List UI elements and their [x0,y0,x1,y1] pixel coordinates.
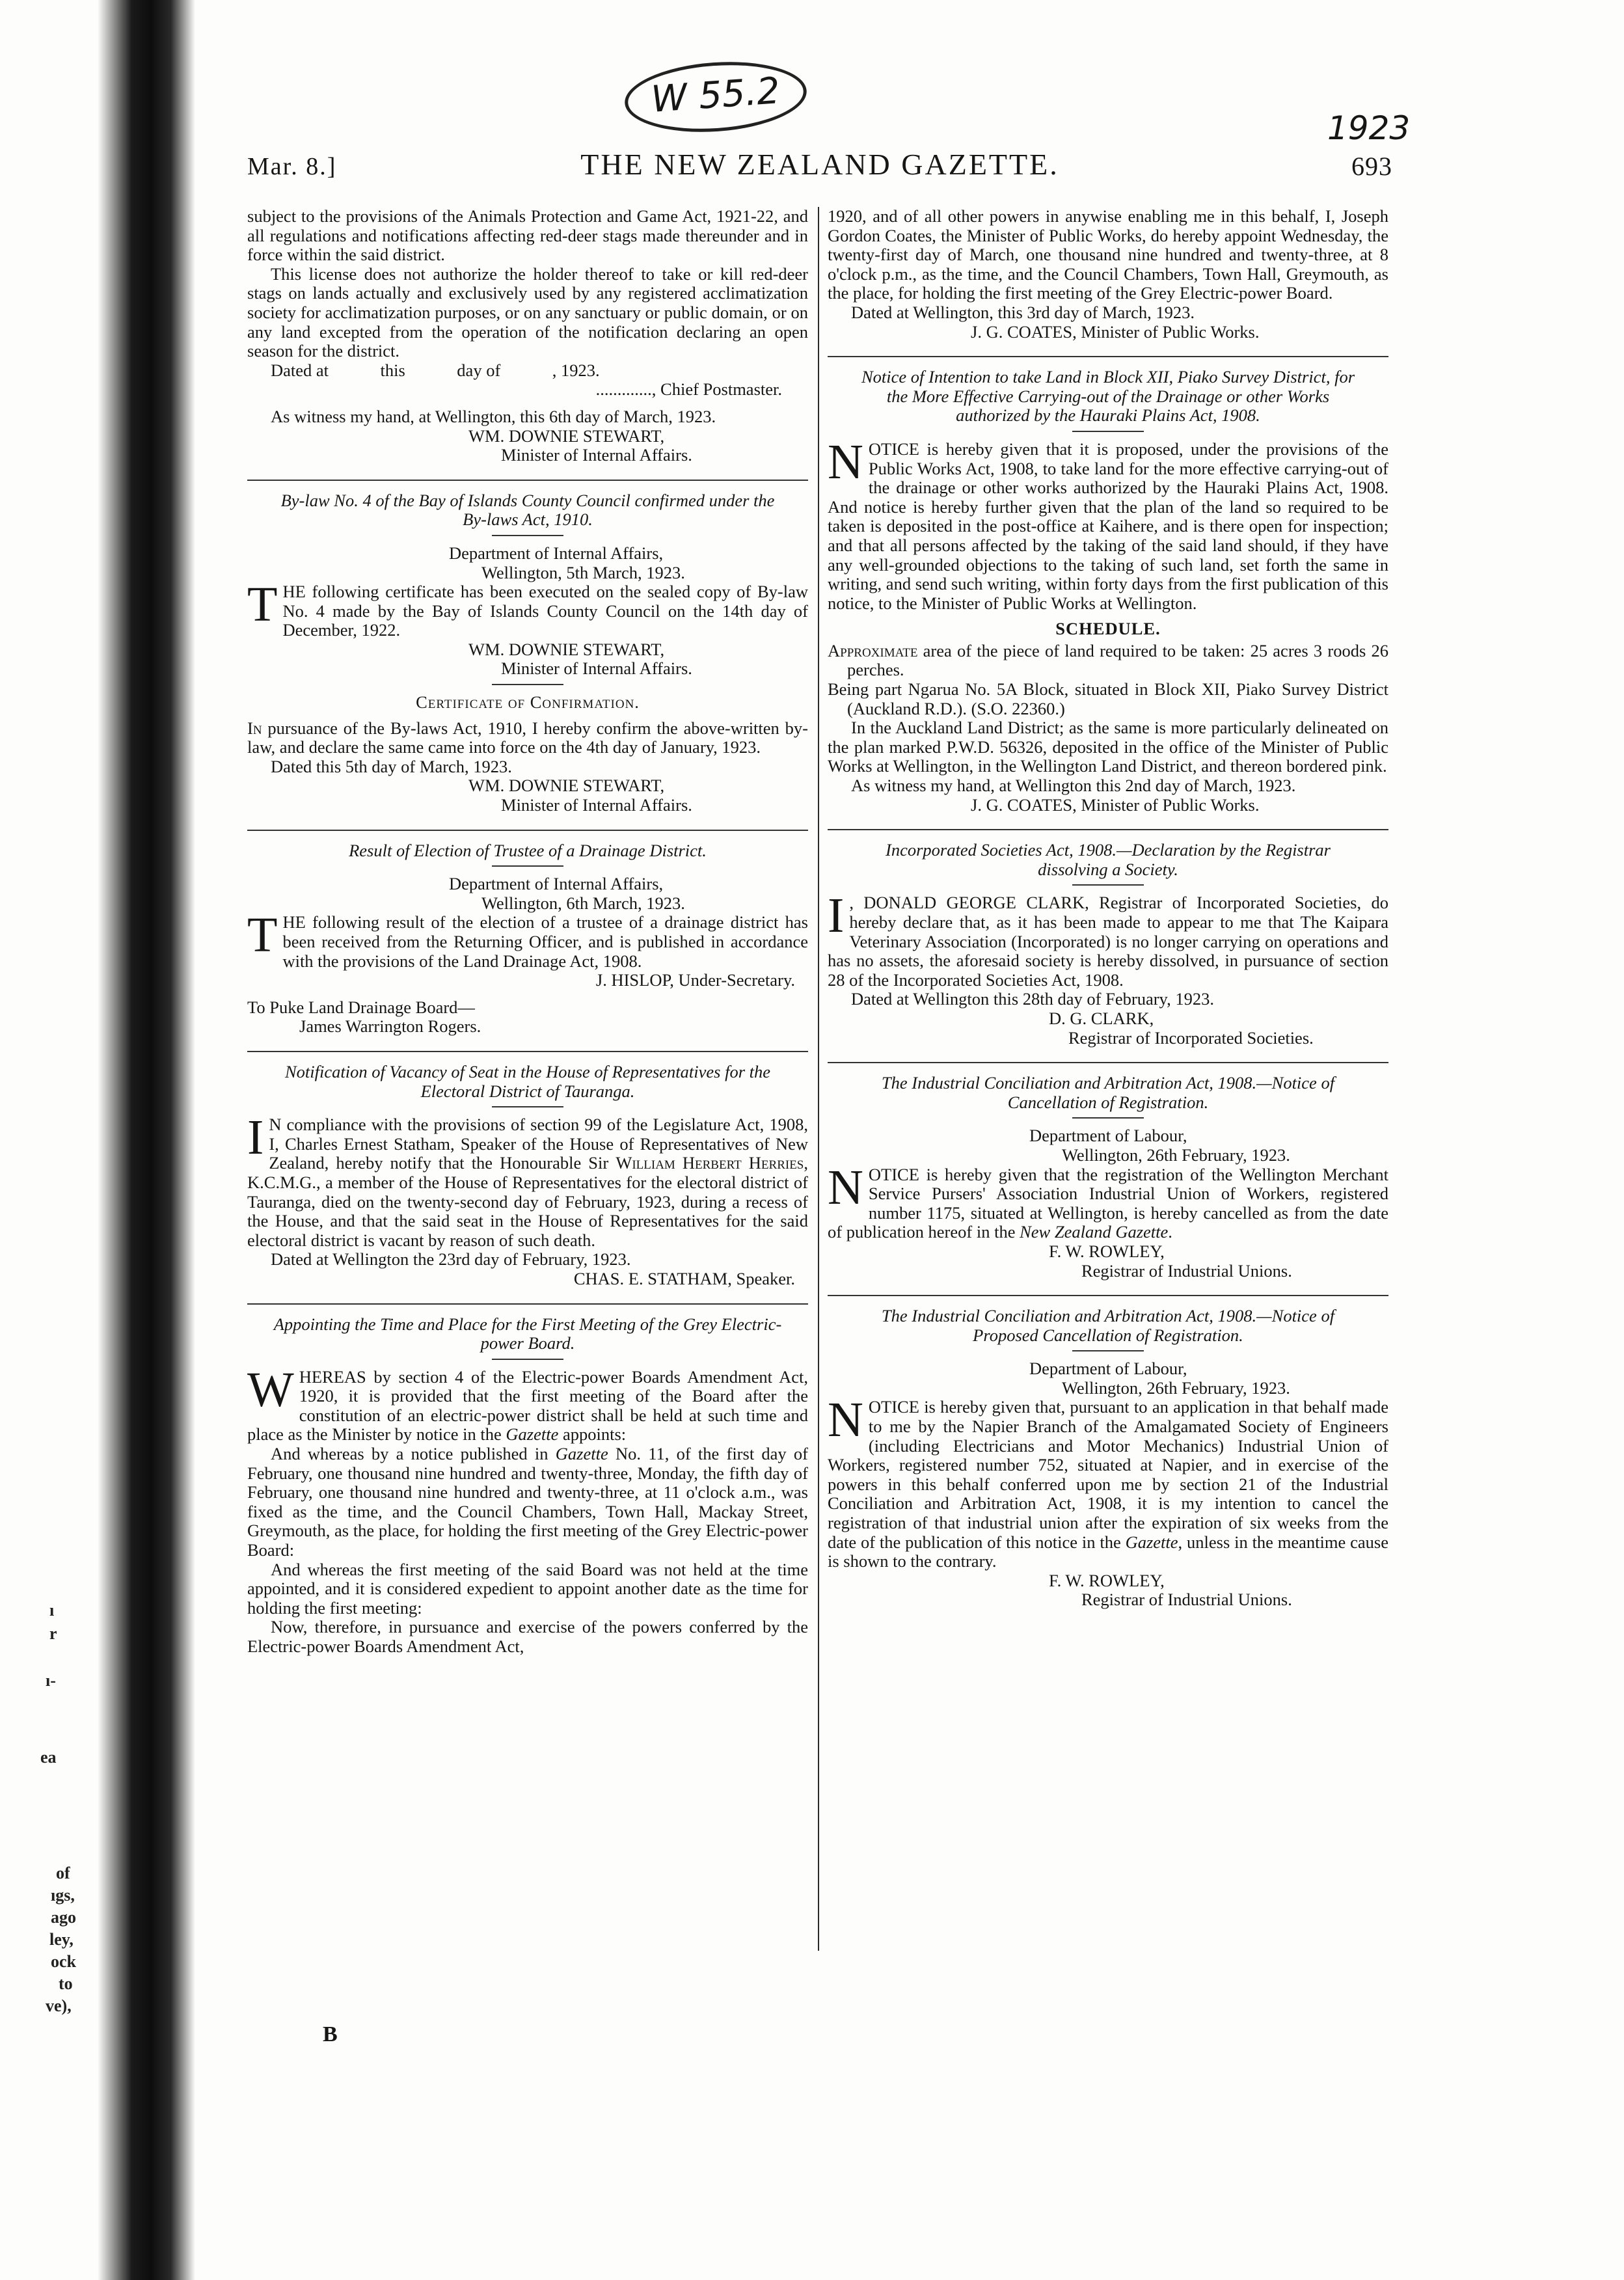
witness-line: As witness my hand, at Wellington this 2nd day of March, 1923. [851,776,1296,796]
stray-char: ı [49,1601,55,1620]
drop-cap: W [247,1362,294,1417]
proposed-cancellation-notice [828,1307,1388,1610]
signature: CHAS. E. STATHAM, Speaker. [573,1268,795,1288]
printer-signature-letter: B [323,2022,338,2046]
dated-line: Dated at Wellington, this 3rd day of March, 1923. [851,302,1195,322]
notice-title: The Industrial Conciliation and Arbitration Act, 1908.—Notice of Proposed Cancellation of Registration. [881,1306,1335,1345]
signature-name: D. G. CLARK, [1049,1008,1154,1028]
section-separator [247,1051,808,1052]
stray-char: ea [40,1748,57,1767]
short-rule [492,1359,563,1360]
department-date: Wellington, 5th March, 1923. [481,562,685,582]
vacancy-notice [247,1063,808,1289]
handwritten-year: 1923 [1327,109,1411,147]
signature-title: Minister of Internal Affairs. [501,658,692,679]
short-rule [1072,1117,1144,1119]
body-text: area of the piece of land required to be taken: 25 acres 3 roods 26 perches. [847,640,1388,680]
dated-line: Dated this 5th day of March, 1923. [271,756,512,776]
signature-name: WM. DOWNIE STEWART, [468,776,665,796]
body-text: , DONALD GEORGE CLARK, Registrar of Incorporated Societies, do hereby declare that, as it has been made to appear to me that The Kaipara Veterinary Association (Incorporated) is no longer carrying on operations and has no assets, the aforesaid society is hereby dissolved, in pursuance of section 28 of the Incorporated Societies Act, 1908. [828,893,1388,990]
column-divider [818,207,819,1951]
drop-cap: I [247,1110,264,1165]
body-text: OTICE is hereby given that, pursuant to an application in that behalf made to me by the Napier Branch of the Amalgamated Society of Engineers (including Electricians and Motor Mechanics) Industrial Union of Workers, registered number 752, situated at Napier, and in exercise of the powers in this behalf conferred upon me by section 21 of the Industrial Conciliation and Arbitration Act, 1908, it is my intention to cancel the registration of that industrial union after the expiration of six weeks from the date of the publication of this notice in the [828,1397,1388,1552]
page-number: 693 [1351,152,1392,181]
section-separator [828,829,1388,830]
header-date: Mar. 8.] [247,153,337,180]
stray-char: of [56,1864,70,1882]
short-rule [492,1106,563,1107]
body-text: And whereas the first meeting of the said Board was not held at the time appointed, and it is considered expedient to appoint another date as the time for holding the first meeting: [247,1559,808,1618]
signature: J. G. COATES, Minister of Public Works. [971,794,1260,815]
handwritten-reference-mark: W 55.2 [623,56,809,137]
witness-line: As witness my hand, at Wellington, this 6th day of March, 1923. [271,406,716,426]
body-text: And whereas by a notice published in [271,1444,556,1464]
signature-name: F. W. ROWLEY, [1049,1570,1165,1590]
stray-char: ock [51,1952,76,1971]
short-rule [492,684,563,685]
stray-char: r [49,1624,57,1643]
drop-cap: I [828,888,845,943]
body-text: OTICE is hereby given that it is proposed, under the provisions of the Public Works Act, 1908, to take land for the more effective carrying-out of the drainage or other works authorized by the Hauraki Plains Act, 1908. And notice is hereby further given that the plan of the land so required to be taken is deposited in the post-office at Kaihere, and is there open for inspection; and that all persons affected by the taking of the said land should, if they have any well-grounded objections to the taking of such land, set forth the same in writing, and send such writing, within forty days from the first publication of this notice, to the Minister of Public Works at Wellington. [828,439,1388,613]
right-column [828,207,1388,1610]
body-text: Now, therefore, in pursuance and exercise of the powers conferred by the Electric-power Boards Amendment Act, [247,1617,808,1656]
body-text: N compliance with the provisions of section 99 of the Legislature Act, 1908, I, Charles Ernest Statham, Speaker of the House of Representatives of New Zealand, hereby notify that the Honourable Sir [269,1115,808,1173]
department-date: Wellington, 26th February, 1923. [1062,1145,1290,1165]
body-text: HEREAS by section 4 of the Electric-power Boards Amendment Act, 1920, it is provided that the first meeting of the Board after the constitution of an electric-power district shall be held at such time and place as the Minister by notice in the [247,1366,808,1445]
stray-char: ago [51,1908,76,1927]
grey-board-notice-continued [828,207,1388,342]
body-text: Being part Ngarua No. 5A Block, situated in Block XII, Piako Survey District (Auckland R.D.). (S.O. 22360.) [828,679,1388,718]
signature: J. G. COATES, Minister of Public Works. [971,321,1260,342]
left-column [247,207,808,1657]
body-text: HE following certificate has been executed on the sealed copy of By-law No. 4 made by the Bay of Islands County Council on the 14th day of December, 1922. [282,582,808,640]
society-dissolution-notice [828,841,1388,1048]
bylaw-notice [247,491,808,815]
stray-char: to [59,1974,73,1993]
drainage-election-notice [247,841,808,1037]
certificate-heading: Certificate of Confirmation. [416,692,640,712]
postmaster-line: ............., Chief Postmaster. [595,379,782,400]
small-caps-lead: Approximate [828,640,918,660]
italic-word: Gazette [1125,1532,1178,1552]
signature: J. HISLOP, Under-Secretary. [595,970,795,990]
italic-word: Gazette [555,1444,608,1464]
short-rule [492,535,563,536]
board-name: To Puke Land Drainage Board— [247,997,475,1017]
registration-cancellation-notice [828,1074,1388,1281]
body-text: . [1168,1222,1172,1242]
signature-name: WM. DOWNIE STEWART, [468,426,665,446]
notice-title: The Industrial Conciliation and Arbitration Act, 1908.—Notice of Cancellation of Registration. [881,1073,1335,1112]
signature-title: Minister of Internal Affairs. [501,445,692,465]
body-text: pursuance of the By-laws Act, 1910, I hereby confirm the above-written by-law, and declare the same came into force on the 4th day of January, 1923. [247,718,808,757]
notice-title: Notice of Intention to take Land in Block XII, Piako Survey District, for the More Effective Carrying-out of the Drainage or other Works authorized by the Hauraki Plains Act, 1908. [861,367,1355,426]
body-text: No. 11, of the first day of February, one thousand nine hundred and twenty-three, Monday, the fifth day of February, one thousand nine hundred and twenty-three, at 11 o'clock a.m., was fixed as the time, and the Council Chambers, Town Hall, Mackay Street, Greymouth, as the place, for holding the first meeting of the Grey Electric-power Board: [247,1444,808,1560]
signature-name: WM. DOWNIE STEWART, [468,639,665,659]
notice-title: Incorporated Societies Act, 1908.—Declaration by the Registrar dissolving a Society. [886,840,1331,879]
dated-line: Dated at this day of , 1923. [271,360,600,380]
drop-cap: T [247,577,278,632]
short-rule [1072,431,1144,432]
grey-board-notice [247,1315,808,1657]
section-separator [247,1303,808,1305]
stray-char: ı- [46,1671,56,1690]
body-text: OTICE is hereby given that the registration of the Wellington Merchant Service Pursers' Association Industrial Union of Workers, registered number 1175, situated at Wellington, is hereby cancelled as from the date of publication hereof in the [828,1164,1388,1242]
section-separator [828,1295,1388,1296]
signature-title: Minister of Internal Affairs. [501,795,692,815]
section-separator [247,830,808,831]
notice-title: By-law No. 4 of the Bay of Islands County Council confirmed under the By-laws Act, 1910. [280,490,775,530]
short-rule [1072,884,1144,886]
drop-cap: N [828,1160,863,1215]
department-line: Department of Labour, [1029,1126,1187,1146]
notice-title: Appointing the Time and Place for the First Meeting of the Grey Electric-power Board. [273,1314,782,1353]
stray-char: ve), [46,1996,72,2015]
department-date: Wellington, 26th February, 1923. [1062,1378,1290,1398]
section-separator [828,356,1388,357]
schedule-heading: SCHEDULE. [1055,619,1161,639]
drop-cap: N [828,434,863,489]
section-separator [828,1062,1388,1063]
body-text: HE following result of the election of a trustee of a drainage district has been received from the Returning Officer, and is published in accordance with the provisions of the Land Drainage Act, 1908. [282,912,808,971]
header-title: THE NEW ZEALAND GAZETTE. [580,148,1059,181]
short-rule [492,865,563,867]
body-text: , unless in the meantime cause is shown to the contrary. [828,1532,1388,1571]
piako-land-notice [828,368,1388,815]
signature-title: Registrar of Incorporated Societies. [1068,1027,1314,1048]
body-text: 1920, and of all other powers in anywise enabling me in this behalf, I, Joseph Gordon Coates, the Minister of Public Works, do hereby appoint Wednesday, the twenty-first day of March, one thousand nine hundred and twenty-three, at 8 o'clock p.m., as the time, and the Council Chambers, Town Hall, Greymouth, as the place, for holding the first meeting of the Grey Electric-power Board. [828,206,1388,303]
department-line: Department of Labour, [1029,1359,1187,1379]
department-line: Department of Internal Affairs, [449,543,664,563]
signature-title: Registrar of Industrial Unions. [1081,1260,1292,1281]
small-caps-lead: In [247,718,262,738]
section-separator [247,480,808,481]
scanned-binding-edge [98,0,195,2280]
small-caps-name: William Herbert Herries [616,1153,804,1173]
notice-title: Result of Election of Trustee of a Drainage District. [349,840,707,860]
stray-char: ley, [49,1930,74,1949]
italic-word: New Zealand Gazette [1020,1222,1169,1242]
department-line: Department of Internal Affairs, [449,874,664,894]
signature-title: Registrar of Industrial Unions. [1081,1590,1292,1610]
short-rule [1072,1350,1144,1351]
elected-member: James Warrington Rogers. [299,1016,481,1037]
stray-char: ıgs, [51,1886,75,1905]
dated-line: Dated at Wellington this 28th day of February, 1923. [851,989,1214,1009]
body-text: In the Auckland Land District; as the same is more particularly delineated on the plan marked P.W.D. 56326, deposited in the office of the Minister of Public Works at Wellington, in the Wellington Land District, and thereon bordered pink. [828,718,1388,776]
body-text: appoints: [558,1424,627,1445]
body-text: This license does not authorize the holder thereof to take or kill red-deer stags on lands actually and exclusively used by any registered acclimatization society for acclimatization purposes, or on any sanctuary or public domain, or on any land excepted from the operation of the notification declaring an open season for the district. [247,264,808,361]
italic-word: Gazette [506,1424,559,1445]
drop-cap: T [247,908,278,963]
dated-line: Dated at Wellington the 23rd day of February, 1923. [271,1249,631,1269]
license-notice-continuation [247,207,808,465]
signature-name: F. W. ROWLEY, [1049,1241,1165,1261]
body-text: subject to the provisions of the Animals Protection and Game Act, 1921-22, and all regulations and notifications affecting red-deer stags made thereunder and in force within the said district. [247,206,808,265]
notice-title: Notification of Vacancy of Seat in the House of Representatives for the Electoral District of Tauranga. [284,1061,771,1101]
department-date: Wellington, 6th March, 1923. [481,893,685,913]
body-text: , K.C.M.G., a member of the House of Representatives for the electoral district of Tauranga, died on the twenty-second day of February, 1923, during a recess of the House, and that the said seat in the House of Representatives for the said electoral district is vacant by reason of such death. [247,1153,808,1250]
page-header [247,147,1392,186]
drop-cap: N [828,1392,863,1448]
